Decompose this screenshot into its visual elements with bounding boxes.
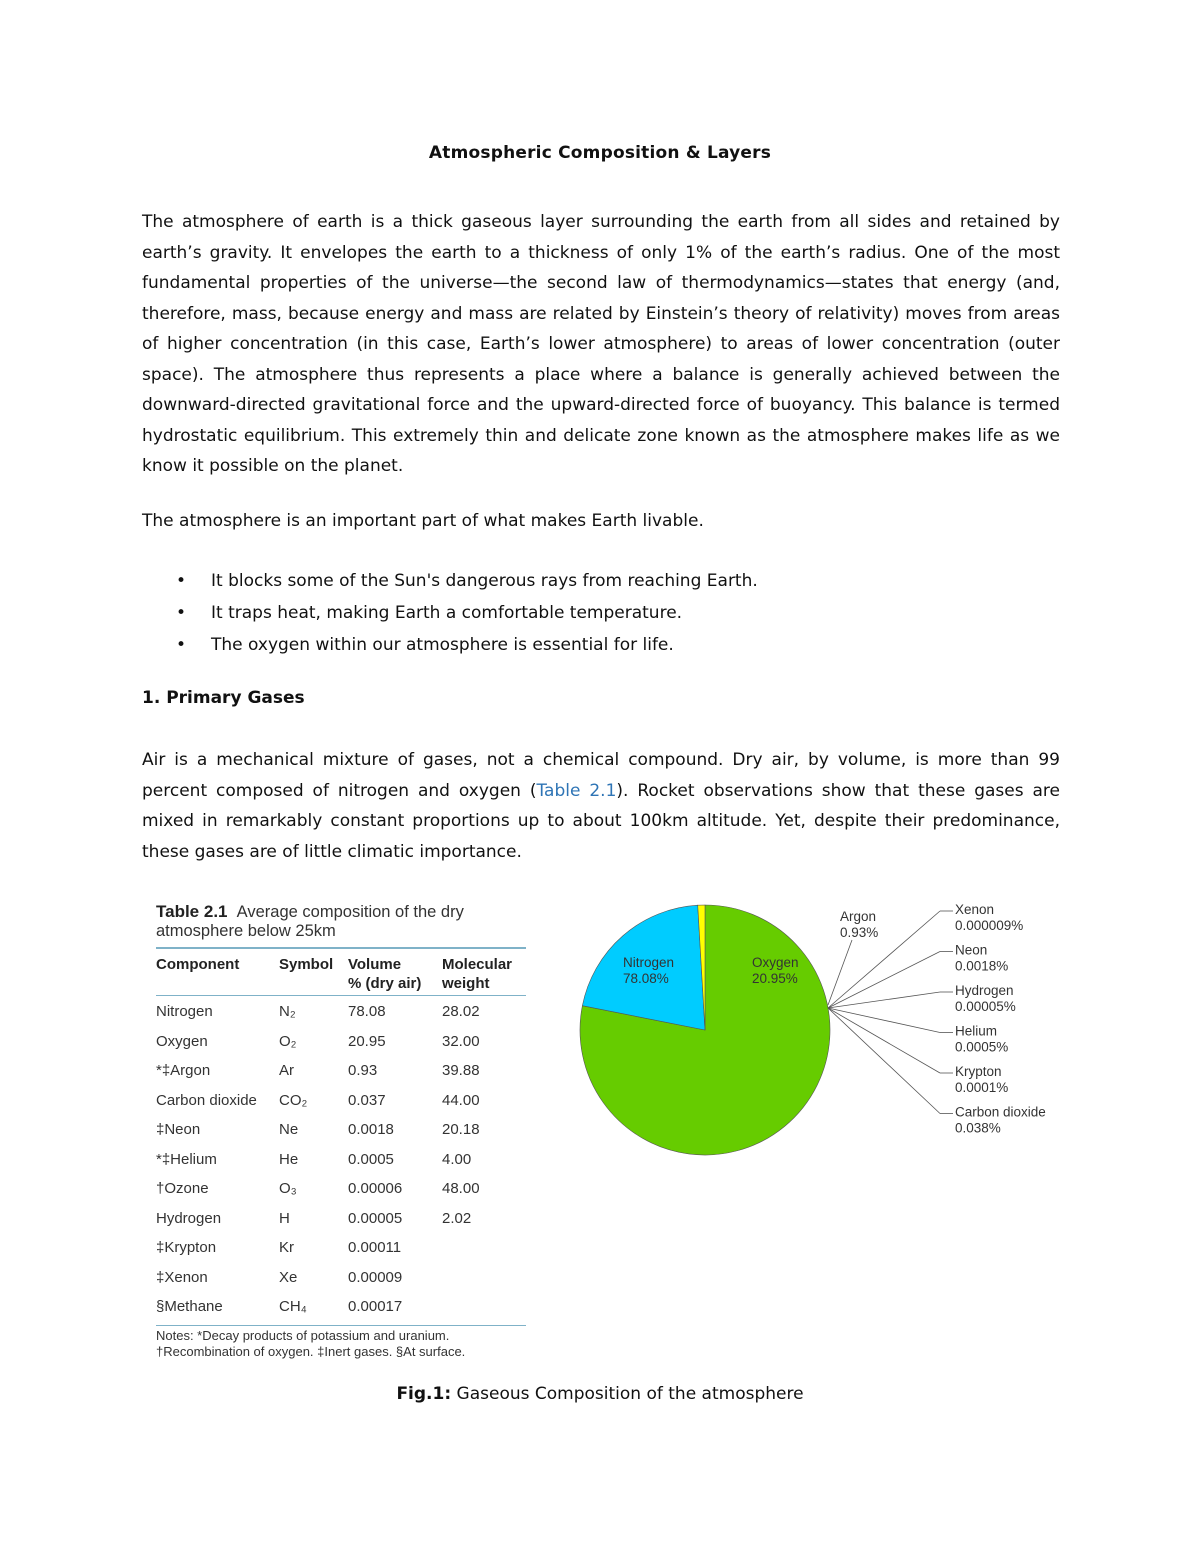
table-row — [156, 1026, 526, 1056]
bullet-text: The oxygen within our atmosphere is essential for life. — [211, 635, 674, 655]
slice-label-name: Argon — [840, 909, 877, 924]
table-caption-text: Average composition of the dry atmosphere below 25km — [156, 903, 464, 940]
cell-symbol: CO₂ — [279, 1091, 308, 1109]
header-volume-line1: Volume — [348, 956, 402, 973]
leader-line — [828, 1008, 940, 1033]
slice-label-value: 0.00005% — [955, 999, 1016, 1014]
cell-component: ‡Krypton — [156, 1239, 217, 1256]
cell-symbol: Xe — [279, 1268, 298, 1286]
livable-lead: The atmosphere is an important part of what makes Earth livable. — [142, 511, 704, 531]
cell-component: §Methane — [156, 1298, 223, 1315]
table-reference-link[interactable]: Table 2.1 — [536, 780, 617, 801]
cell-symbol: Ar — [279, 1062, 294, 1079]
slice-label-name: Neon — [955, 942, 988, 958]
slice-label-name: Helium — [955, 1023, 998, 1039]
leader-line — [828, 1008, 940, 1114]
cell-weight: 48.00 — [442, 1180, 480, 1197]
slice-label-value: 0.000009% — [955, 918, 1024, 933]
slice-label-value: 0.0018% — [955, 958, 1009, 974]
header-weight-line1: Molecular — [442, 956, 513, 973]
cell-symbol: N₂ — [279, 1003, 296, 1020]
paragraph-text: Air is a mechanical mixture of gases, not a chemical compound. Dry air, by volume, is more than 99 percent composed of nitrogen and oxygen ( — [142, 750, 1060, 801]
slice-label-value: 0.93% — [840, 925, 879, 940]
bullet-icon: • — [176, 571, 187, 591]
table-row — [156, 996, 526, 1026]
page-title: Atmospheric Composition & Layers — [428, 143, 772, 163]
cell-volume: 0.00017 — [348, 1298, 403, 1315]
cell-weight: 4.00 — [442, 1150, 472, 1168]
cell-weight: 39.88 — [442, 1062, 480, 1079]
bullet-text: It traps heat, making Earth a comfortable temperature. — [211, 603, 683, 623]
bullet-icon: • — [176, 635, 187, 655]
cell-weight: 2.02 — [442, 1209, 472, 1227]
slice-label-value: 20.95% — [752, 971, 798, 986]
cell-component: *‡Argon — [156, 1062, 211, 1079]
cell-weight: 32.00 — [442, 1032, 480, 1050]
table-caption — [156, 902, 526, 941]
table-row — [156, 1291, 526, 1321]
figure-caption-label: Fig.1: — [396, 1384, 452, 1404]
table-note-line: †Recombination of oxygen. ‡Inert gases. §At surface. — [156, 1343, 466, 1359]
cell-weight: 20.18 — [442, 1121, 480, 1138]
cell-symbol: O₃ — [279, 1180, 297, 1197]
composition-pie-chart — [560, 890, 1080, 1170]
table-row — [156, 1114, 526, 1144]
table-note-line: Notes: *Decay products of potassium and uranium. — [156, 1327, 450, 1343]
primary-gases-paragraph — [142, 745, 1060, 867]
cell-volume: 0.00005 — [348, 1209, 403, 1227]
header-weight-line2: weight — [442, 975, 490, 992]
slice-label-value: 0.0005% — [955, 1039, 1009, 1055]
leader-line — [828, 992, 940, 1008]
cell-volume: 0.00011 — [348, 1239, 402, 1256]
slice-label-name: Oxygen — [752, 955, 799, 970]
cell-symbol: CH₄ — [279, 1298, 307, 1315]
slice-label-name: Hydrogen — [955, 983, 1014, 998]
table-row — [156, 1055, 526, 1085]
slice-label-name: Nitrogen — [623, 955, 675, 970]
cell-component: *‡Helium — [156, 1150, 217, 1168]
table-row — [156, 1203, 526, 1233]
figure-caption — [0, 1384, 1200, 1404]
cell-component: ‡Neon — [156, 1121, 201, 1138]
table-row — [156, 1173, 526, 1203]
slice-label-name: Xenon — [955, 902, 995, 917]
header-weight — [442, 955, 512, 993]
slice-label-value: 78.08% — [623, 971, 669, 986]
cell-volume: 0.0005 — [348, 1150, 394, 1168]
cell-volume: 78.08 — [348, 1003, 386, 1020]
table-label: Table 2.1 — [156, 902, 228, 921]
cell-component: Carbon dioxide — [156, 1091, 257, 1109]
cell-symbol: He — [279, 1150, 299, 1168]
cell-component: ‡Xenon — [156, 1268, 208, 1286]
cell-volume: 0.0018 — [348, 1121, 394, 1138]
cell-volume: 0.00009 — [348, 1268, 403, 1286]
table-body — [156, 996, 526, 1321]
bullet-icon: • — [176, 603, 187, 623]
table-bottom-rule — [156, 1325, 526, 1326]
header-symbol: Symbol — [279, 956, 334, 973]
table-header-row — [156, 949, 526, 996]
cell-component: Oxygen — [156, 1032, 208, 1050]
table-row — [156, 1085, 526, 1115]
slice-label-value: 0.0001% — [955, 1080, 1009, 1095]
header-component: Component — [156, 956, 240, 973]
leader-line — [828, 940, 852, 1005]
list-item — [142, 629, 758, 661]
header-volume — [348, 955, 421, 993]
table-notes — [156, 1328, 526, 1360]
figure-caption-text: Gaseous Composition of the atmosphere — [451, 1384, 804, 1404]
cell-weight: 28.02 — [442, 1003, 480, 1020]
composition-table — [156, 902, 526, 1360]
intro-paragraph: The atmosphere of earth is a thick gaseous layer surrounding the earth from all sides and retained by earth’s gravity. It envelopes the earth to a thickness of only 1% of the earth’s radius. One of the most fundamental properties of the universe—the second law of thermodynamics—states that energy (and, therefore, mass, because energy and mass are related by Einstein’s theory of relativity) moves from areas of higher concentration (in this case, Earth’s lower atmosphere) to areas of lower concentration (outer space). The atmosphere thus represents a place where a balance is generally achieved between the downward-directed gravitational force and the upward-directed force of buoyancy. This balance is termed hydrostatic equilibrium. This extremely thin and delicate zone known as the atmosphere makes life as we know it possible on the planet. — [142, 212, 1060, 476]
slice-label-name: Carbon dioxide — [955, 1104, 1046, 1120]
cell-symbol: Ne — [279, 1121, 299, 1138]
slice-label-value: 0.038% — [955, 1120, 1001, 1136]
leader-line — [828, 1008, 940, 1073]
cell-volume: 20.95 — [348, 1032, 386, 1050]
cell-volume: 0.93 — [348, 1062, 378, 1079]
cell-component: †Ozone — [156, 1180, 209, 1197]
cell-volume: 0.00006 — [348, 1180, 403, 1197]
list-item — [142, 565, 758, 597]
bullet-text: It blocks some of the Sun's dangerous rays from reaching Earth. — [211, 571, 758, 591]
cell-volume: 0.037 — [348, 1091, 386, 1109]
livable-bullet-list — [142, 565, 758, 661]
cell-weight: 44.00 — [442, 1091, 480, 1109]
cell-symbol: Kr — [279, 1239, 294, 1256]
list-item — [142, 597, 758, 629]
header-volume-line2: % (dry air) — [348, 975, 422, 992]
paragraph-text: ). Rocket observations show that these gases are mixed in remarkably constant proportions up to about 100km altitude. Yet, despite their predominance, these gases are of little climatic importance. — [142, 780, 1060, 862]
cell-component: Hydrogen — [156, 1209, 222, 1227]
cell-symbol: H — [279, 1209, 290, 1227]
cell-symbol: O₂ — [279, 1032, 297, 1050]
cell-component: Nitrogen — [156, 1003, 213, 1020]
table-row — [156, 1262, 526, 1292]
table-row — [156, 1144, 526, 1174]
section-heading: 1. Primary Gases — [142, 688, 305, 708]
table-row — [156, 1232, 526, 1262]
slice-label-name: Krypton — [955, 1064, 1002, 1079]
